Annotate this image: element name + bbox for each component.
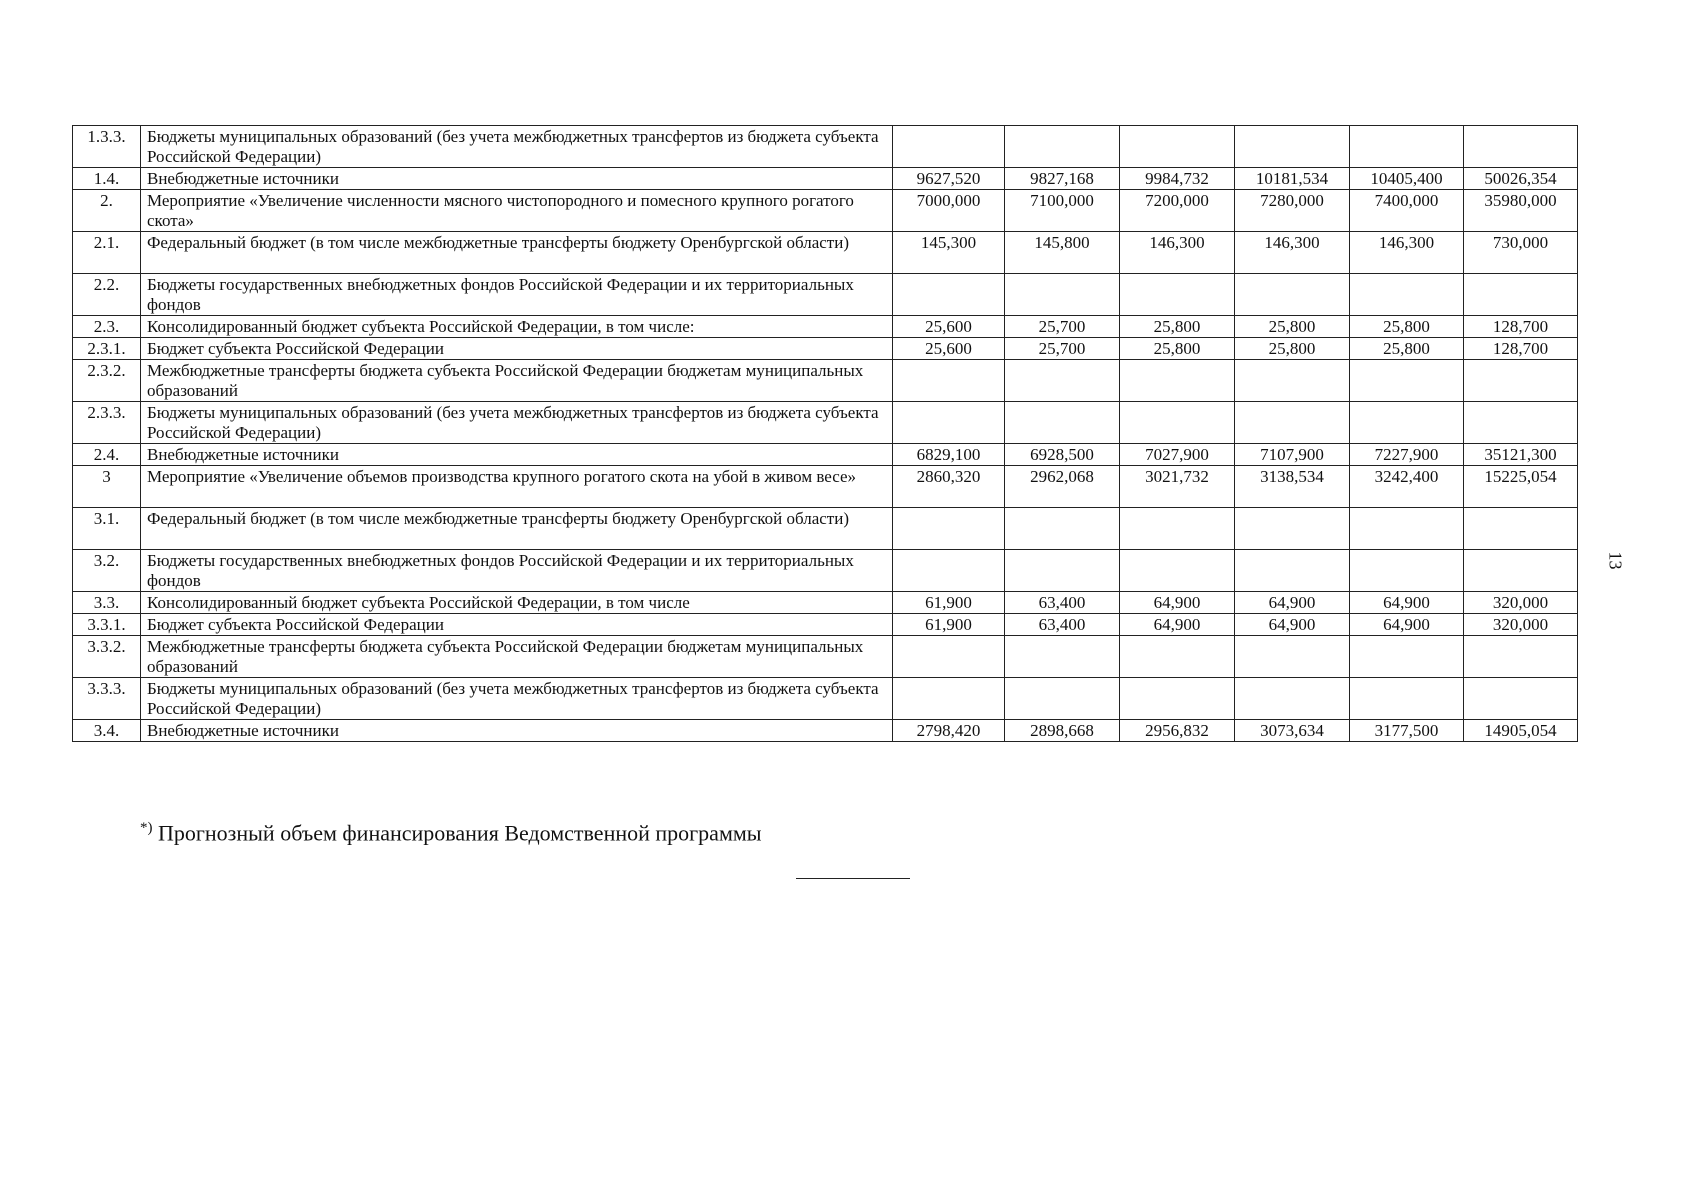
table-body bbox=[73, 126, 1578, 742]
table-row bbox=[73, 592, 1578, 614]
year-value-cell: 146,300 bbox=[1120, 232, 1235, 274]
year-value-cell: 3177,500 bbox=[1350, 720, 1464, 742]
year-value-cell bbox=[893, 636, 1005, 678]
year-value-cell: 3138,534 bbox=[1235, 466, 1350, 508]
table-row bbox=[73, 338, 1578, 360]
row-description: Бюджеты муниципальных образований (без учета межбюджетных трансфертов из бюджета субъекта Российской Федерации) bbox=[141, 678, 893, 720]
year-value-cell bbox=[1120, 126, 1235, 168]
year-value-cell: 7107,900 bbox=[1235, 444, 1350, 466]
year-value-cell: 7200,000 bbox=[1120, 190, 1235, 232]
row-number: 2.3.1. bbox=[73, 338, 141, 360]
year-value-cell: 7100,000 bbox=[1005, 190, 1120, 232]
table-row bbox=[73, 274, 1578, 316]
row-number: 3.3. bbox=[73, 592, 141, 614]
year-value-cell: 2962,068 bbox=[1005, 466, 1120, 508]
row-description: Бюджеты государственных внебюджетных фондов Российской Федерации и их территориальных фондов bbox=[141, 274, 893, 316]
year-value-cell bbox=[1350, 550, 1464, 592]
year-value-cell: 25,600 bbox=[893, 316, 1005, 338]
footnote-mark: *) bbox=[140, 820, 153, 836]
year-value-cell bbox=[1120, 402, 1235, 444]
total-value-cell: 14905,054 bbox=[1464, 720, 1578, 742]
total-value-cell bbox=[1464, 550, 1578, 592]
year-value-cell: 10181,534 bbox=[1235, 168, 1350, 190]
year-value-cell: 2798,420 bbox=[893, 720, 1005, 742]
year-value-cell bbox=[893, 402, 1005, 444]
year-value-cell bbox=[1005, 678, 1120, 720]
year-value-cell bbox=[1005, 402, 1120, 444]
year-value-cell bbox=[893, 126, 1005, 168]
year-value-cell: 25,800 bbox=[1350, 338, 1464, 360]
table-row bbox=[73, 402, 1578, 444]
year-value-cell: 25,800 bbox=[1120, 338, 1235, 360]
year-value-cell: 9827,168 bbox=[1005, 168, 1120, 190]
row-number: 3.4. bbox=[73, 720, 141, 742]
year-value-cell bbox=[1120, 360, 1235, 402]
table-row bbox=[73, 508, 1578, 550]
table-row bbox=[73, 678, 1578, 720]
year-value-cell bbox=[1005, 360, 1120, 402]
year-value-cell: 64,900 bbox=[1120, 592, 1235, 614]
separator-line bbox=[796, 878, 910, 879]
year-value-cell: 7227,900 bbox=[1350, 444, 1464, 466]
total-value-cell: 50026,354 bbox=[1464, 168, 1578, 190]
row-description: Бюджет субъекта Российской Федерации bbox=[141, 338, 893, 360]
year-value-cell: 3242,400 bbox=[1350, 466, 1464, 508]
year-value-cell: 2860,320 bbox=[893, 466, 1005, 508]
year-value-cell: 9627,520 bbox=[893, 168, 1005, 190]
row-number: 2.2. bbox=[73, 274, 141, 316]
year-value-cell: 64,900 bbox=[1235, 614, 1350, 636]
row-description: Межбюджетные трансферты бюджета субъекта Российской Федерации бюджетам муниципальных образований bbox=[141, 636, 893, 678]
year-value-cell: 3021,732 bbox=[1120, 466, 1235, 508]
page-number: 13 bbox=[1605, 551, 1626, 570]
year-value-cell: 6829,100 bbox=[893, 444, 1005, 466]
table-row bbox=[73, 126, 1578, 168]
table-row bbox=[73, 466, 1578, 508]
row-description: Внебюджетные источники bbox=[141, 444, 893, 466]
total-value-cell bbox=[1464, 126, 1578, 168]
row-description: Бюджет субъекта Российской Федерации bbox=[141, 614, 893, 636]
row-description: Федеральный бюджет (в том числе межбюджетные трансферты бюджету Оренбургской области) bbox=[141, 232, 893, 274]
year-value-cell bbox=[1005, 550, 1120, 592]
row-number: 2.3.2. bbox=[73, 360, 141, 402]
row-number: 2.1. bbox=[73, 232, 141, 274]
year-value-cell: 146,300 bbox=[1350, 232, 1464, 274]
year-value-cell: 10405,400 bbox=[1350, 168, 1464, 190]
year-value-cell bbox=[893, 274, 1005, 316]
year-value-cell: 7027,900 bbox=[1120, 444, 1235, 466]
total-value-cell: 128,700 bbox=[1464, 338, 1578, 360]
year-value-cell: 64,900 bbox=[1350, 614, 1464, 636]
year-value-cell: 2898,668 bbox=[1005, 720, 1120, 742]
table-row bbox=[73, 168, 1578, 190]
row-description: Бюджеты государственных внебюджетных фондов Российской Федерации и их территориальных фондов bbox=[141, 550, 893, 592]
table-row bbox=[73, 550, 1578, 592]
year-value-cell: 7280,000 bbox=[1235, 190, 1350, 232]
row-description: Межбюджетные трансферты бюджета субъекта Российской Федерации бюджетам муниципальных образований bbox=[141, 360, 893, 402]
table-row bbox=[73, 636, 1578, 678]
total-value-cell bbox=[1464, 274, 1578, 316]
total-value-cell: 35980,000 bbox=[1464, 190, 1578, 232]
year-value-cell: 25,800 bbox=[1350, 316, 1464, 338]
year-value-cell bbox=[893, 360, 1005, 402]
year-value-cell: 145,800 bbox=[1005, 232, 1120, 274]
total-value-cell: 128,700 bbox=[1464, 316, 1578, 338]
table-row bbox=[73, 316, 1578, 338]
year-value-cell: 146,300 bbox=[1235, 232, 1350, 274]
row-description: Бюджеты муниципальных образований (без учета межбюджетных трансфертов из бюджета субъекта Российской Федерации) bbox=[141, 402, 893, 444]
year-value-cell: 64,900 bbox=[1235, 592, 1350, 614]
year-value-cell bbox=[1120, 508, 1235, 550]
row-description: Консолидированный бюджет субъекта Российской Федерации, в том числе bbox=[141, 592, 893, 614]
year-value-cell: 63,400 bbox=[1005, 592, 1120, 614]
year-value-cell bbox=[1120, 636, 1235, 678]
year-value-cell bbox=[1350, 360, 1464, 402]
total-value-cell bbox=[1464, 402, 1578, 444]
year-value-cell bbox=[1235, 508, 1350, 550]
year-value-cell bbox=[1350, 402, 1464, 444]
year-value-cell bbox=[1120, 274, 1235, 316]
row-description: Мероприятие «Увеличение численности мясного чистопородного и помесного крупного рогатого скота» bbox=[141, 190, 893, 232]
year-value-cell: 25,700 bbox=[1005, 316, 1120, 338]
year-value-cell: 25,800 bbox=[1120, 316, 1235, 338]
year-value-cell bbox=[1350, 636, 1464, 678]
table-row bbox=[73, 614, 1578, 636]
year-value-cell: 7000,000 bbox=[893, 190, 1005, 232]
row-description: Консолидированный бюджет субъекта Российской Федерации, в том числе: bbox=[141, 316, 893, 338]
year-value-cell bbox=[893, 678, 1005, 720]
year-value-cell bbox=[1005, 274, 1120, 316]
year-value-cell bbox=[1235, 274, 1350, 316]
year-value-cell bbox=[1350, 508, 1464, 550]
year-value-cell bbox=[1005, 636, 1120, 678]
total-value-cell: 320,000 bbox=[1464, 592, 1578, 614]
table-row bbox=[73, 190, 1578, 232]
total-value-cell bbox=[1464, 678, 1578, 720]
row-number: 1.3.3. bbox=[73, 126, 141, 168]
row-number: 3.3.2. bbox=[73, 636, 141, 678]
year-value-cell bbox=[1235, 402, 1350, 444]
total-value-cell: 730,000 bbox=[1464, 232, 1578, 274]
total-value-cell bbox=[1464, 360, 1578, 402]
year-value-cell bbox=[1235, 360, 1350, 402]
row-number: 3.1. bbox=[73, 508, 141, 550]
year-value-cell bbox=[1235, 678, 1350, 720]
total-value-cell: 15225,054 bbox=[1464, 466, 1578, 508]
year-value-cell bbox=[1235, 126, 1350, 168]
year-value-cell: 64,900 bbox=[1120, 614, 1235, 636]
row-number: 1.4. bbox=[73, 168, 141, 190]
footnote-text: Прогнозный объем финансирования Ведомственной программы bbox=[158, 820, 762, 846]
year-value-cell: 25,600 bbox=[893, 338, 1005, 360]
year-value-cell bbox=[893, 550, 1005, 592]
year-value-cell: 6928,500 bbox=[1005, 444, 1120, 466]
year-value-cell bbox=[1005, 126, 1120, 168]
year-value-cell: 25,700 bbox=[1005, 338, 1120, 360]
year-value-cell: 3073,634 bbox=[1235, 720, 1350, 742]
row-number: 2.3.3. bbox=[73, 402, 141, 444]
year-value-cell bbox=[1350, 126, 1464, 168]
row-description: Внебюджетные источники bbox=[141, 168, 893, 190]
year-value-cell: 2956,832 bbox=[1120, 720, 1235, 742]
row-number: 3.3.1. bbox=[73, 614, 141, 636]
total-value-cell bbox=[1464, 636, 1578, 678]
row-number: 3 bbox=[73, 466, 141, 508]
year-value-cell: 145,300 bbox=[893, 232, 1005, 274]
year-value-cell: 64,900 bbox=[1350, 592, 1464, 614]
row-description: Внебюджетные источники bbox=[141, 720, 893, 742]
year-value-cell: 9984,732 bbox=[1120, 168, 1235, 190]
total-value-cell: 35121,300 bbox=[1464, 444, 1578, 466]
year-value-cell: 7400,000 bbox=[1350, 190, 1464, 232]
year-value-cell: 61,900 bbox=[893, 592, 1005, 614]
year-value-cell: 63,400 bbox=[1005, 614, 1120, 636]
row-number: 2.4. bbox=[73, 444, 141, 466]
year-value-cell bbox=[1235, 550, 1350, 592]
row-description: Бюджеты муниципальных образований (без учета межбюджетных трансфертов из бюджета субъекта Российской Федерации) bbox=[141, 126, 893, 168]
year-value-cell bbox=[893, 508, 1005, 550]
row-number: 3.3.3. bbox=[73, 678, 141, 720]
total-value-cell: 320,000 bbox=[1464, 614, 1578, 636]
row-description: Мероприятие «Увеличение объемов производства крупного рогатого скота на убой в живом весе» bbox=[141, 466, 893, 508]
year-value-cell: 25,800 bbox=[1235, 316, 1350, 338]
footnote bbox=[140, 820, 762, 846]
funding-table bbox=[72, 125, 1578, 742]
table-row bbox=[73, 720, 1578, 742]
year-value-cell bbox=[1350, 274, 1464, 316]
year-value-cell bbox=[1120, 550, 1235, 592]
row-number: 3.2. bbox=[73, 550, 141, 592]
year-value-cell bbox=[1235, 636, 1350, 678]
row-description: Федеральный бюджет (в том числе межбюджетные трансферты бюджету Оренбургской области) bbox=[141, 508, 893, 550]
year-value-cell bbox=[1350, 678, 1464, 720]
year-value-cell: 25,800 bbox=[1235, 338, 1350, 360]
year-value-cell bbox=[1120, 678, 1235, 720]
year-value-cell bbox=[1005, 508, 1120, 550]
total-value-cell bbox=[1464, 508, 1578, 550]
year-value-cell: 61,900 bbox=[893, 614, 1005, 636]
table-row bbox=[73, 444, 1578, 466]
table-row bbox=[73, 232, 1578, 274]
row-number: 2. bbox=[73, 190, 141, 232]
row-number: 2.3. bbox=[73, 316, 141, 338]
table-row bbox=[73, 360, 1578, 402]
